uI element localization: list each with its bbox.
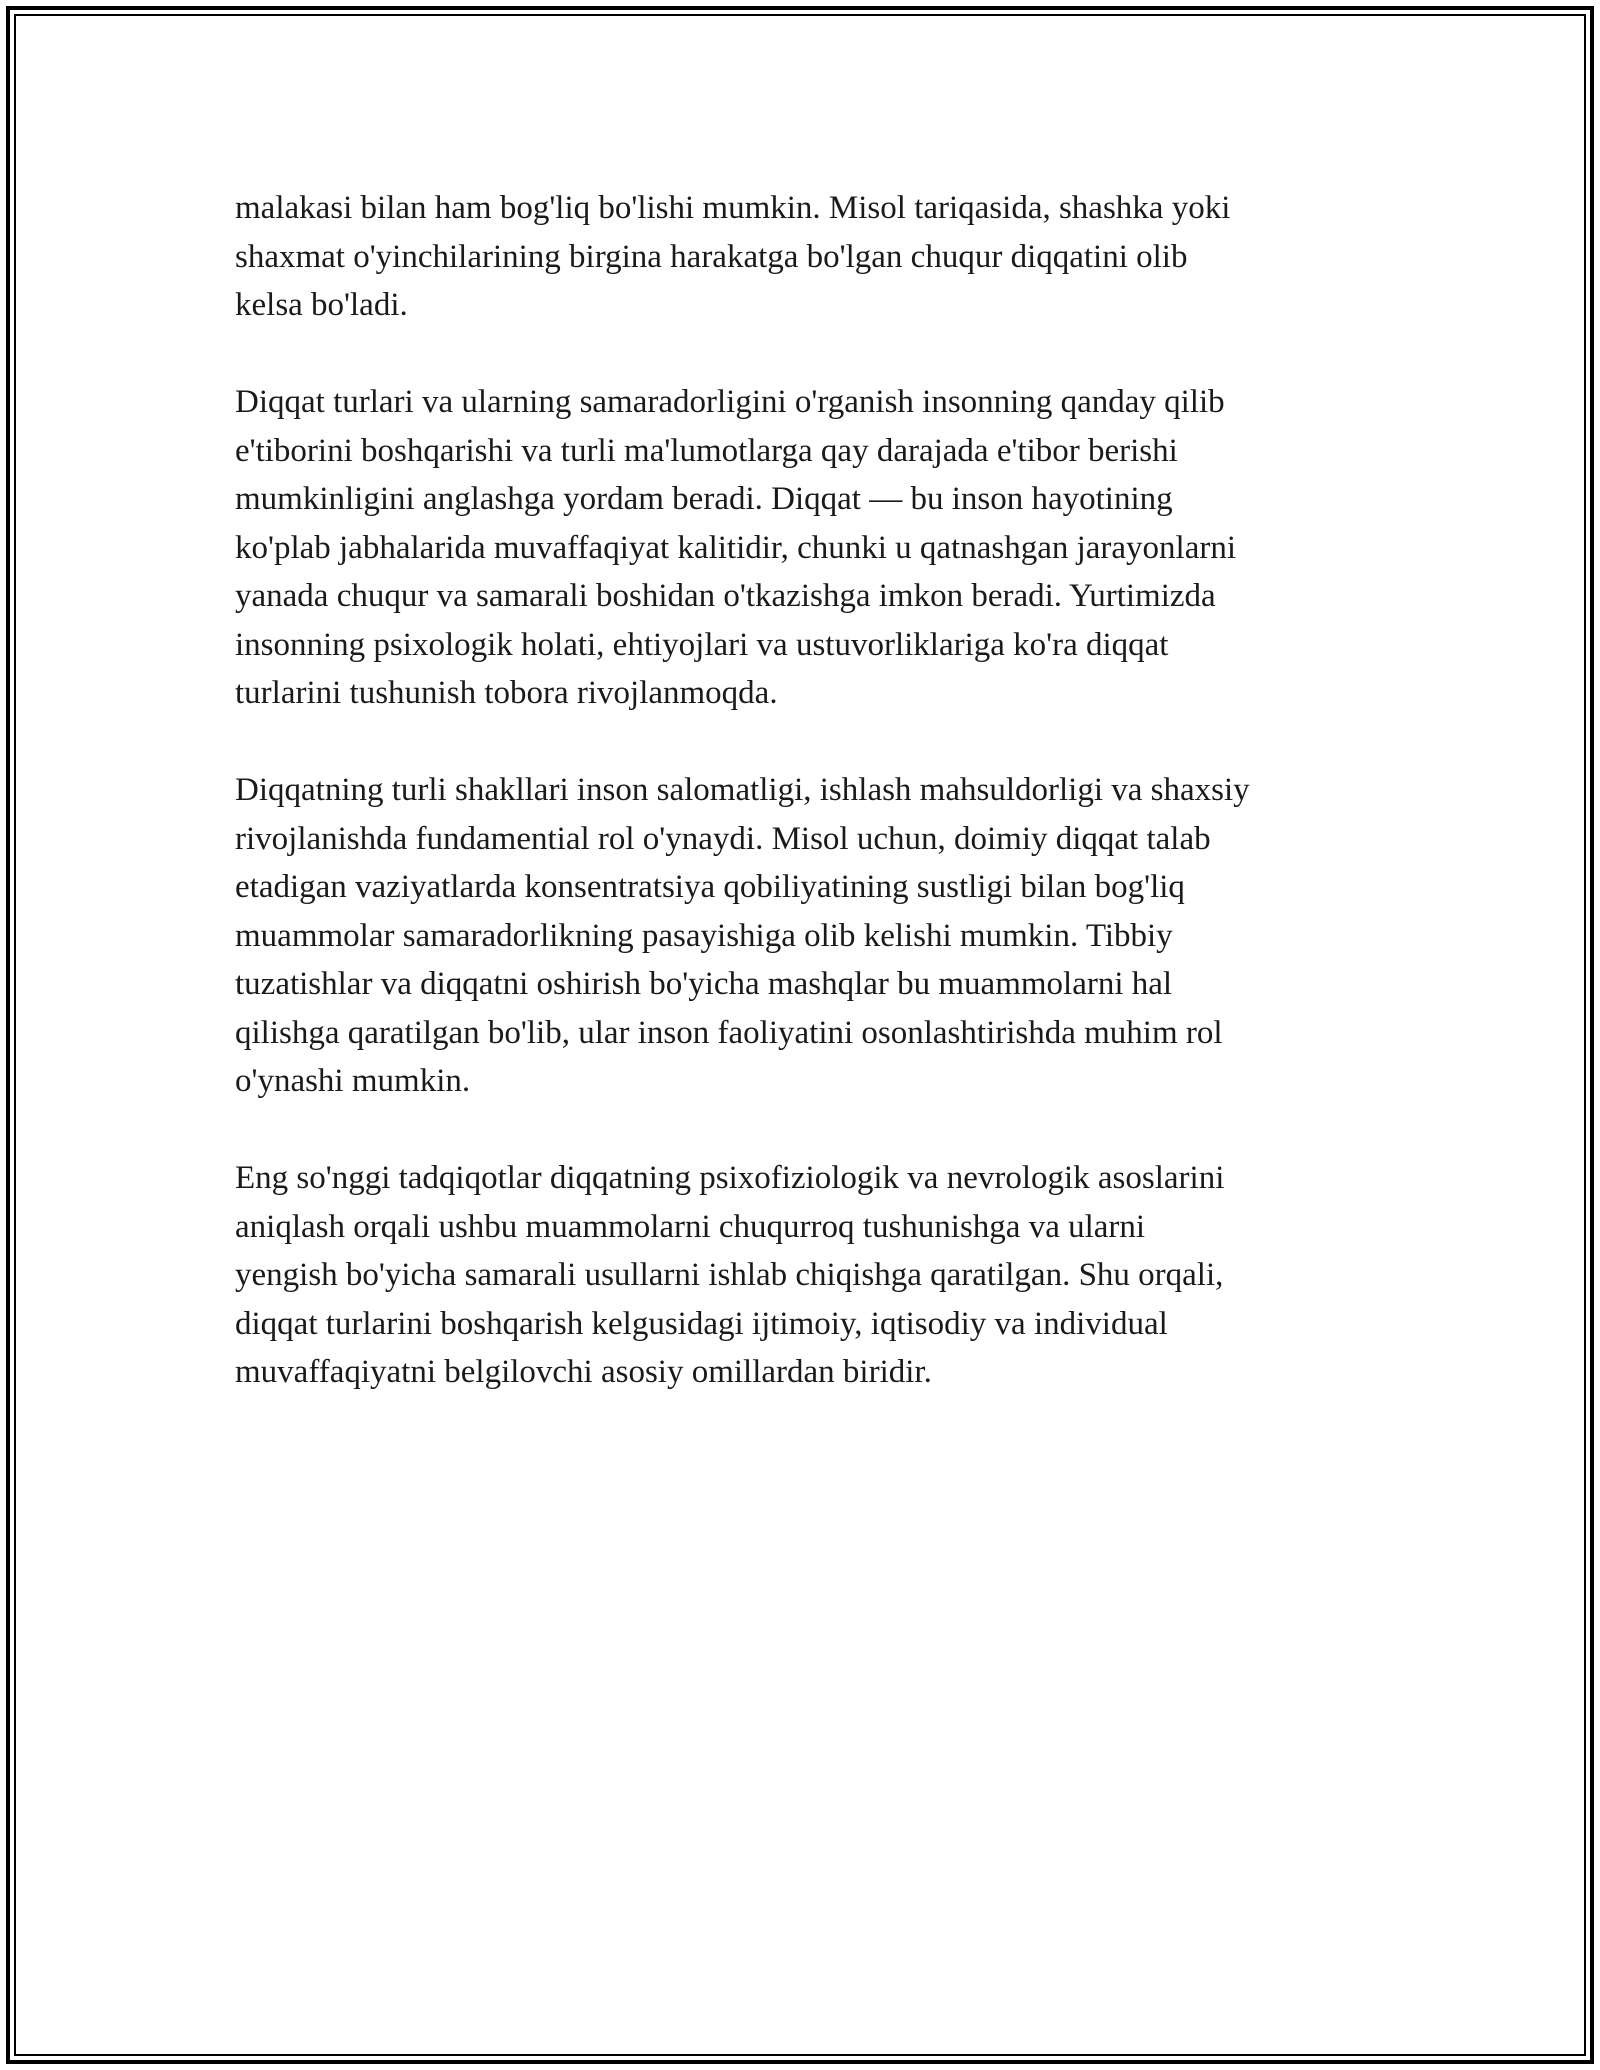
text-line: malakasi bilan ham bog'liq bo'lishi mumkin. Misol tariqasida, shashka yoki [235, 190, 1231, 226]
text-line: o'ynashi mumkin. [235, 1063, 471, 1099]
text-line: muvaffaqiyatni belgilovchi asosiy omillardan biridir. [235, 1354, 932, 1390]
text-line: Diqqatning turli shakllari inson salomatligi, ishlash mahsuldorligi va shaxsiy [235, 772, 1250, 808]
text-line: mumkinligini anglashga yordam beradi. Diqqat — bu inson hayotining [235, 481, 1173, 517]
text-line: muammolar samaradorlikning pasayishiga olib kelishi mumkin. Tibbiy [235, 917, 1173, 954]
text-line: qilishga qaratilgan bo'lib, ular inson faoliyatini osonlashtirishda muhim rol [235, 1014, 1223, 1051]
text-line: aniqlash orqali ushbu muammolarni chuqurroq tushunishga va ularni [235, 1208, 1146, 1245]
text-line: e'tiborini boshqarishi va turli ma'lumotlarga qay darajada e'tibor berishi [235, 432, 1178, 469]
text-line: insonning psixologik holati, ehtiyojlari va ustuvorliklariga ko'ra diqqat [235, 626, 1169, 663]
paragraph-1 [235, 184, 1395, 330]
text-line: diqqat turlarini boshqarish kelgusidagi ijtimoiy, iqtisodiy va individual [235, 1305, 1168, 1342]
paragraph-4 [235, 1154, 1395, 1397]
text-line: tuzatishlar va diqqatni oshirish bo'yicha mashqlar bu muammolarni hal [235, 966, 1173, 1002]
paragraph-3 [235, 766, 1395, 1106]
text-line: rivojlanishda fundamential rol o'ynaydi. Misol uchun, doimiy diqqat talab [235, 820, 1211, 857]
text-line: yengish bo'yicha samarali usullarni ishlab chiqishga qaratilgan. Shu orqali, [235, 1257, 1224, 1293]
text-line: Diqqat turlari va ularning samaradorligini o'rganish insonning qanday qilib [235, 384, 1225, 420]
text-line: turlarini tushunish tobora rivojlanmoqda. [235, 675, 778, 711]
text-line: yanada chuqur va samarali boshidan o'tkazishga imkon beradi. Yurtimizda [235, 578, 1216, 614]
text-line: ko'plab jabhalarida muvaffaqiyat kalitidir, chunki u qatnashgan jarayonlarni [235, 529, 1237, 566]
text-line: etadigan vaziyatlarda konsentratsiya qobiliyatining sustligi bilan bog'liq [235, 869, 1185, 905]
text-line: shaxmat o'yinchilarining birgina harakatga bo'lgan chuqur diqqatini olib [235, 238, 1188, 275]
document-body [235, 184, 1395, 1445]
paragraph-2 [235, 378, 1395, 718]
text-line: Eng so'nggi tadqiqotlar diqqatning psixofiziologik va nevrologik asoslarini [235, 1160, 1225, 1196]
text-line: kelsa bo'ladi. [235, 287, 408, 323]
